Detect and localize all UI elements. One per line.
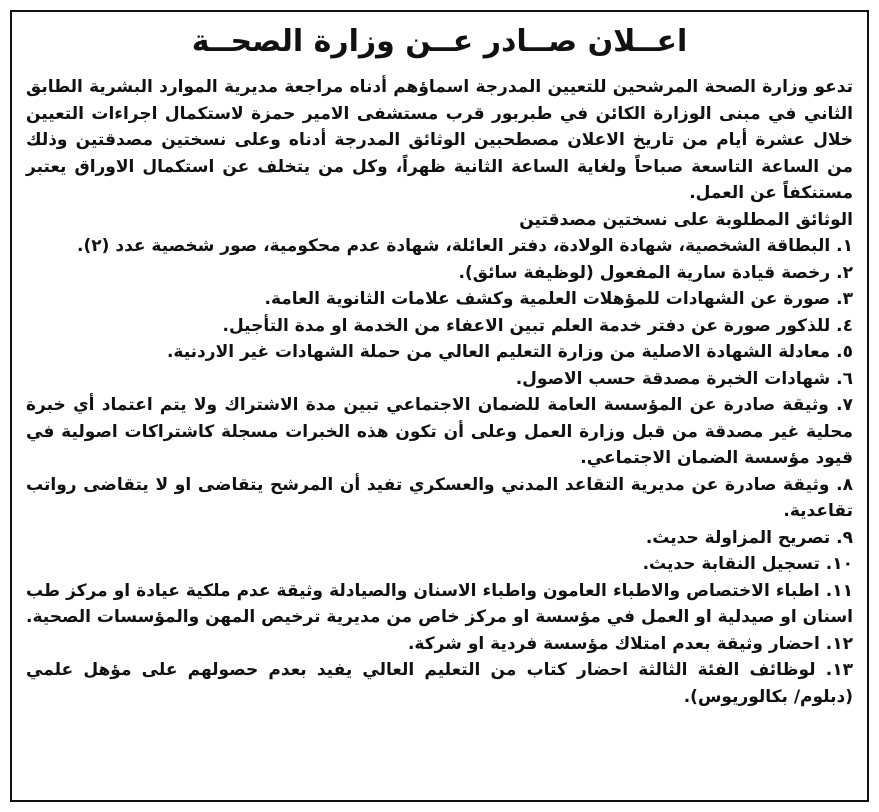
item-number: ١٣. (825, 660, 853, 680)
item-number: ٤. (836, 315, 853, 336)
list-item (26, 233, 853, 260)
item-text: احضار وثيقة بعدم امتلاك مؤسسة فردية او شركة. (407, 633, 820, 654)
item-number: ١٢. (825, 633, 853, 654)
intro-paragraph: تدعو وزارة الصحة المرشحين للتعيين المدرجة اسماؤهم أدناه مراجعة مديرية الموارد البشرية الطابق الثاني في مبنى الوزارة الكائن في طبربور قرب مستشفى الامير حمزة لاستكمال اجراءات التعيين خلال عشرة أيام من تاريخ الاعلان مصطحبين الوثائق المدرجة أدناه وعلى نسختين مصدقتين وذلك من الساعة التاسعة صباحاً ولغاية الساعة الثانية ظهراً، وكل من يتخلف عن استكمال الاوراق يعتبر مستنكفاً عن العمل. (26, 77, 853, 203)
list-item (26, 472, 853, 525)
item-number: ٧. (836, 395, 853, 415)
item-text: وثيقة صادرة عن مديرية التقاعد المدني والعسكري تفيد أن المرشح يتقاضى او لا يتقاضى رواتب تقاعدية. (26, 474, 853, 521)
announcement-title: اعــلان صــادر عــن وزارة الصحــة (191, 24, 688, 59)
list-item (26, 631, 853, 658)
item-text: شهادات الخبرة مصدقة حسب الاصول. (515, 368, 831, 389)
list-item (26, 551, 853, 578)
documents-list (26, 233, 853, 710)
item-number: ٣. (836, 289, 853, 309)
item-text: تصريح المزاولة حديث. (645, 527, 831, 548)
list-item (26, 366, 853, 393)
item-text: للذكور صورة عن دفتر خدمة العلم تبين الاعفاء من الخدمة او مدة التأجيل. (222, 315, 831, 336)
item-number: ١١. (825, 580, 854, 601)
list-item (26, 657, 853, 710)
item-text: لوظائف الفئة الثالثة احضار كتاب من التعليم العالي يفيد بعدم حصولهم على مؤهل علمي (دبلوم/ بكالوريوس). (26, 660, 853, 707)
list-item (26, 578, 853, 631)
item-number: ٥. (836, 342, 853, 362)
item-text: تسجيل النقابة حديث. (642, 554, 820, 574)
item-number: ٨. (836, 474, 853, 495)
list-item (26, 392, 853, 472)
item-text: اطباء الاختصاص والاطباء العامون واطباء الاسنان والصيادلة وثيقة عدم ملكية عيادة او مركز طب اسنان او صيدلية او العمل في مؤسسة او مركز خاص من مديرية ترخيص المهن والمؤسسات الصحية. (26, 580, 853, 627)
item-number: ٦. (836, 368, 853, 389)
item-text: وثيقة صادرة عن المؤسسة العامة للضمان الاجتماعي تبين مدة الاشتراك ولا يتم اعتماد أي خبرة محلية غير مصدقة من قبل وزارة العمل وعلى أن تكون هذه الخبرات مسجلة كاشتراكات اصولية في قيود مؤسسة الضمان الاجتماعي. (26, 395, 853, 468)
item-text: البطاقة الشخصية، شهادة الولادة، دفتر العائلة، شهادة عدم محكومية، صور شخصية عدد (٢). (77, 236, 831, 256)
list-item (26, 286, 853, 313)
item-number: ٢. (836, 262, 853, 283)
list-item (26, 525, 853, 552)
announcement-frame (10, 10, 869, 802)
list-item (26, 260, 853, 287)
item-number: ١٠. (825, 554, 853, 574)
item-text: معادلة الشهادة الاصلية من وزارة التعليم العالي من حملة الشهادات غير الاردنية. (166, 342, 831, 362)
list-item (26, 339, 853, 366)
item-number: ١. (836, 236, 853, 256)
list-item (26, 313, 853, 340)
documents-heading: الوثائق المطلوبة على نسختين مصدقتين (519, 209, 853, 230)
item-text: صورة عن الشهادات للمؤهلات العلمية وكشف علامات الثانوية العامة. (264, 289, 831, 309)
item-text: رخصة قيادة سارية المفعول (لوظيفة سائق). (458, 262, 831, 283)
announcement-body (26, 74, 853, 710)
item-number: ٩. (836, 527, 853, 548)
